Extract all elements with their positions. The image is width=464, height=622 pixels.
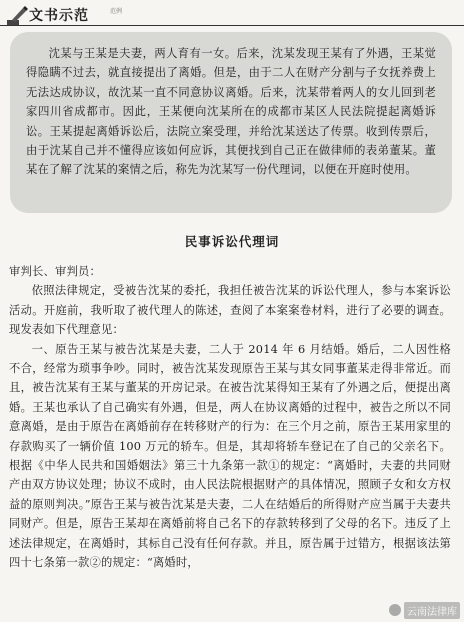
header-divider xyxy=(0,25,464,26)
watermark-logo-icon xyxy=(389,604,401,616)
section-header xyxy=(0,0,464,30)
section-title: 文书示范 xyxy=(29,8,89,24)
section-subtitle: 范例 xyxy=(110,8,123,15)
case-description-box xyxy=(10,32,452,213)
salutation: 审判长、审判员： xyxy=(9,265,101,278)
watermark-text: 云南法律库 xyxy=(404,602,460,619)
paragraph-opinion-1: 一、原告王某与被告沈某是夫妻，二人于 2014 年 6 月结婚。婚后，二人因性格不合，经常为琐事争吵。同时，被告沈某发现原告王某与其女同事董某走得非常近。而且，被告沈某有王某与董某的开房记录。在被告沈某得知王某有了外遇之后，便提出离婚。王某也承认了自己确实有外遇，但是，两人在协议离婚的过程中，被告之所以不同意离婚，是由于原告在离婚前存在转移财产的行为：在三个月之前，原告王某用家里的存款购买了一辆价值 100 万元的轿车。但是，其却将轿车登记在了自己的父亲名下。根据《中华人民共和国婚姻法》第三十九条第一款①的规定：“离婚时，夫妻的共同财产由双方协议处理；协议不成时，由人民法院根据财产的具体情况，照顾子女和女方权益的原则判决。”原告王某与被告沈某是夫妻，二人在结婚后的所得财产应当属于夫妻共同财产。但是，原告王某却在离婚前将自己名下的存款转移到了父母的名下。违反了上述法律规定，在离婚时，其标自己没有任何存款。并且，原告属于过错方，根据该法第四十七条第一款②的规定：“离婚时， xyxy=(9,342,451,570)
paragraph-intro: 依照法律规定，受被告沈某的委托，我担任被告沈某的诉讼代理人，参与本案诉讼活动。开庭前，我听取了被代理人的陈述，查阅了本案案卷材料，进行了必要的调查。现发表如下代理意见： xyxy=(9,284,451,337)
document-title: 民事诉讼代理词 xyxy=(184,234,280,249)
pen-icon xyxy=(6,5,28,27)
case-description-text: 沈某与王某是夫妻，两人育有一女。后来，沈某发现王某有了外遇，王某觉得隐瞒不过去，就直接提出了离婚。但是，由于二人在财产分割与子女抚养费上无法达成协议，故沈某一直不同意协议离婚。后来，沈某带着两人的女儿回到老家四川省成都市。因此，王某便向沈某所在的成都市某区人民法院提起离婚诉讼。王某提起离婚诉讼后，法院立案受理，并给沈某送达了传票。收到传票后，由于沈某自己并不懂得应该如何应诉，其便找到自己正在做律师的表弟董某。董某在了解了沈某的案情之后，称先为沈某写一份代理词，以便在开庭时使用。 xyxy=(26,47,436,177)
watermark xyxy=(389,602,460,618)
document-body xyxy=(9,262,451,573)
